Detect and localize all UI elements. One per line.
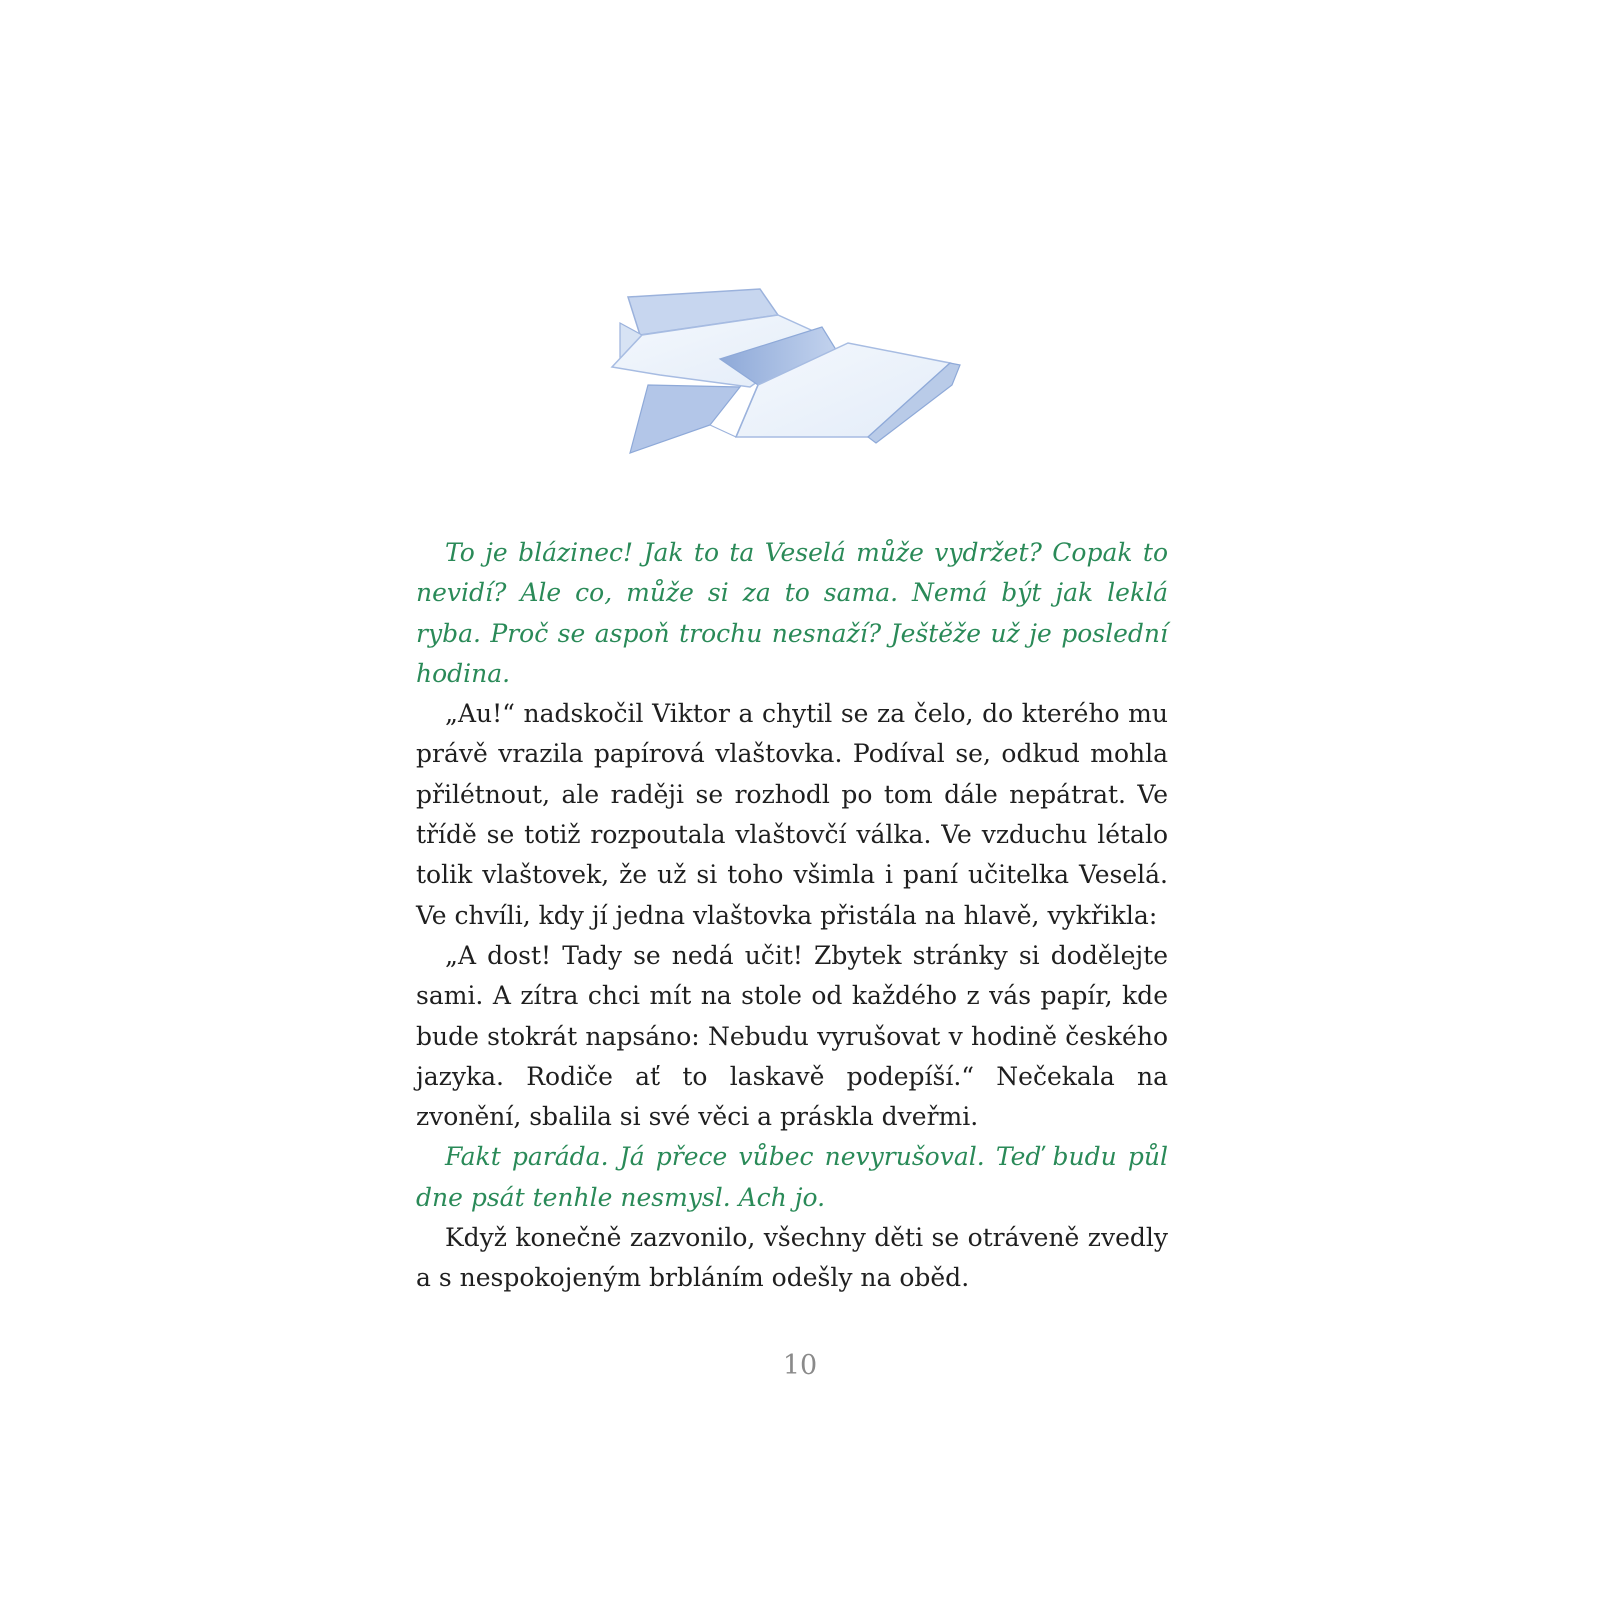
inner-thought-paragraph: Fakt paráda. Já přece vůbec nevyrušoval. Teď budu půl dne psát tenhle nesmysl. Ach jo. [416,1142,1168,1212]
paper-airplane-illustration [600,275,990,475]
narration-paragraph: Když konečně zazvonilo, všechny děti se otráveně zvedly a s nespokojeným brbláním odešly na oběd. [416,1223,1168,1293]
inner-thought-paragraph: To je blázinec! Jak to ta Veselá může vydržet? Copak to nevidí? Ale co, může si za to sama. Nemá být jak leklá ryba. Proč se aspoň trochu nesnaží? Ještěže už je poslední hodina. [416,538,1168,688]
page-number: 10 [782,1350,818,1381]
narration-paragraph: „A dost! Tady se nedá učit! Zbytek stránky si dodělejte sami. A zítra chci mít na stole od každého z vás papír, kde bude stokrát napsáno: Nebudu vyrušovat v hodině českého jazyka. Rodiče ať to laskavě podepíší.“ Nečekala na zvonění, sbalila si své věci a práskla dveřmi. [416,940,1168,1132]
paper-airplane-icon [600,275,990,475]
story-text [416,533,1168,1299]
narration-paragraph: „Au!“ nadskočil Viktor a chytil se za čelo, do kterého mu právě vrazila papírová vlaštovka. Podíval se, odkud mohla přilétnout, ale raději se rozhodl po tom dále nepátrat. Ve třídě se totiž rozpoutala vlaštovčí válka. Ve vzduchu létalo tolik vlaštovek, že už si toho všimla i paní učitelka Veselá. Ve chvíli, kdy jí jedna vlaštovka přistála na hlavě, vykřikla: [416,699,1168,930]
